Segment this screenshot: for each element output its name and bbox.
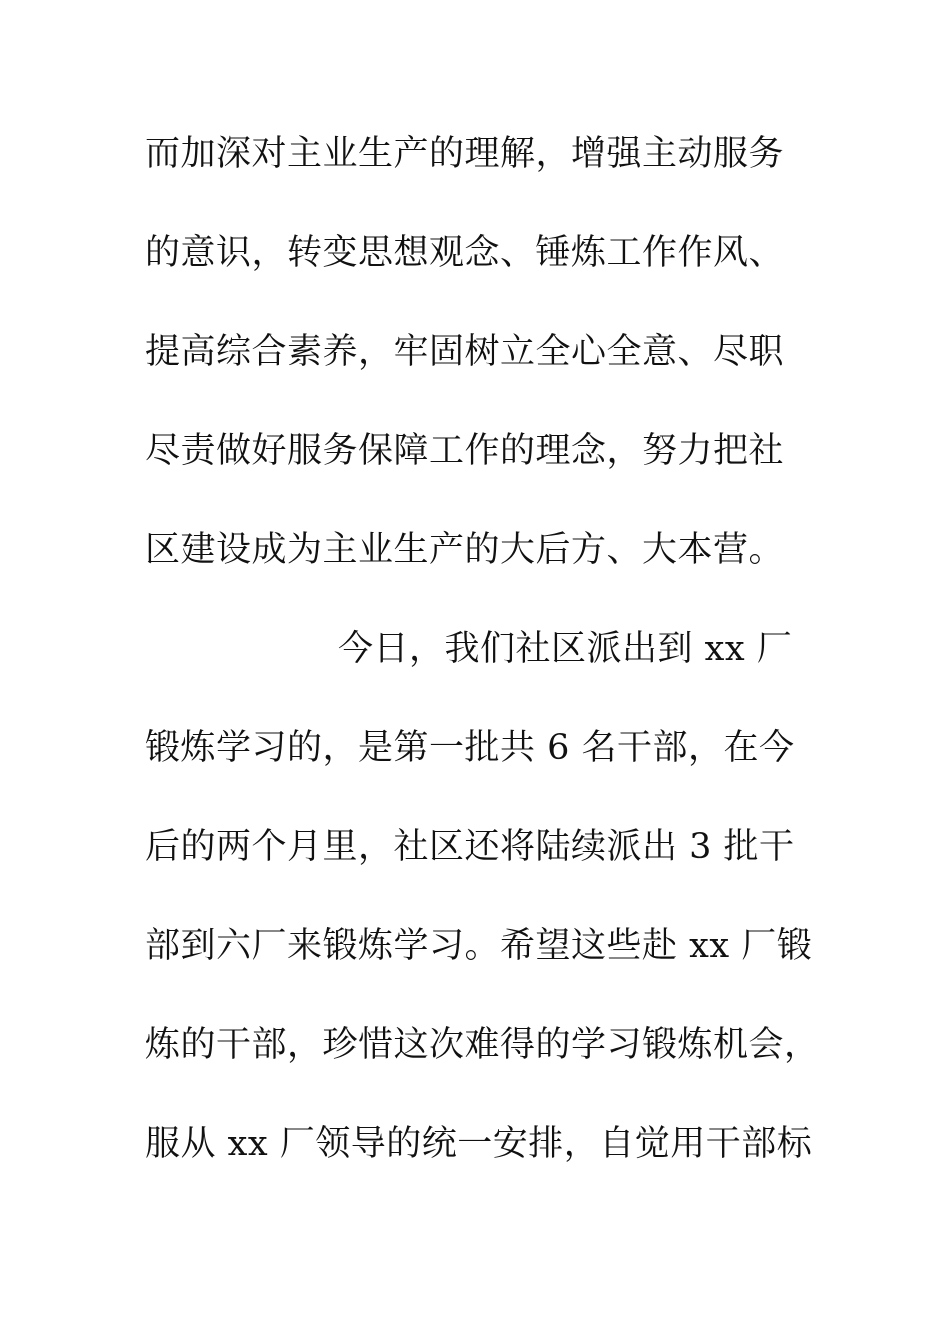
text-line: 区建设成为主业生产的大后方、大本营。 bbox=[145, 530, 785, 570]
paragraph-first-line: 今日，我们社区派出到 xx 厂 bbox=[338, 629, 793, 669]
text-line: 提高综合素养，牢固树立全心全意、尽职 bbox=[145, 332, 785, 372]
text-line: 尽责做好服务保障工作的理念，努力把社 bbox=[145, 431, 785, 471]
text-line: 锻炼学习的，是第一批共 6 名干部，在今 bbox=[145, 728, 795, 768]
text-line: 服从 xx 厂领导的统一安排，自觉用干部标 bbox=[145, 1124, 813, 1164]
text-line: 部到六厂来锻炼学习。希望这些赴 xx 厂锻 bbox=[145, 926, 813, 966]
text-line: 的意识，转变思想观念、锤炼工作作风、 bbox=[145, 233, 785, 273]
text-line: 而加深对主业生产的理解，增强主动服务 bbox=[145, 134, 785, 174]
text-line: 炼的干部，珍惜这次难得的学习锻炼机会， bbox=[145, 1025, 820, 1065]
text-line: 后的两个月里，社区还将陆续派出 3 批干 bbox=[145, 827, 795, 867]
